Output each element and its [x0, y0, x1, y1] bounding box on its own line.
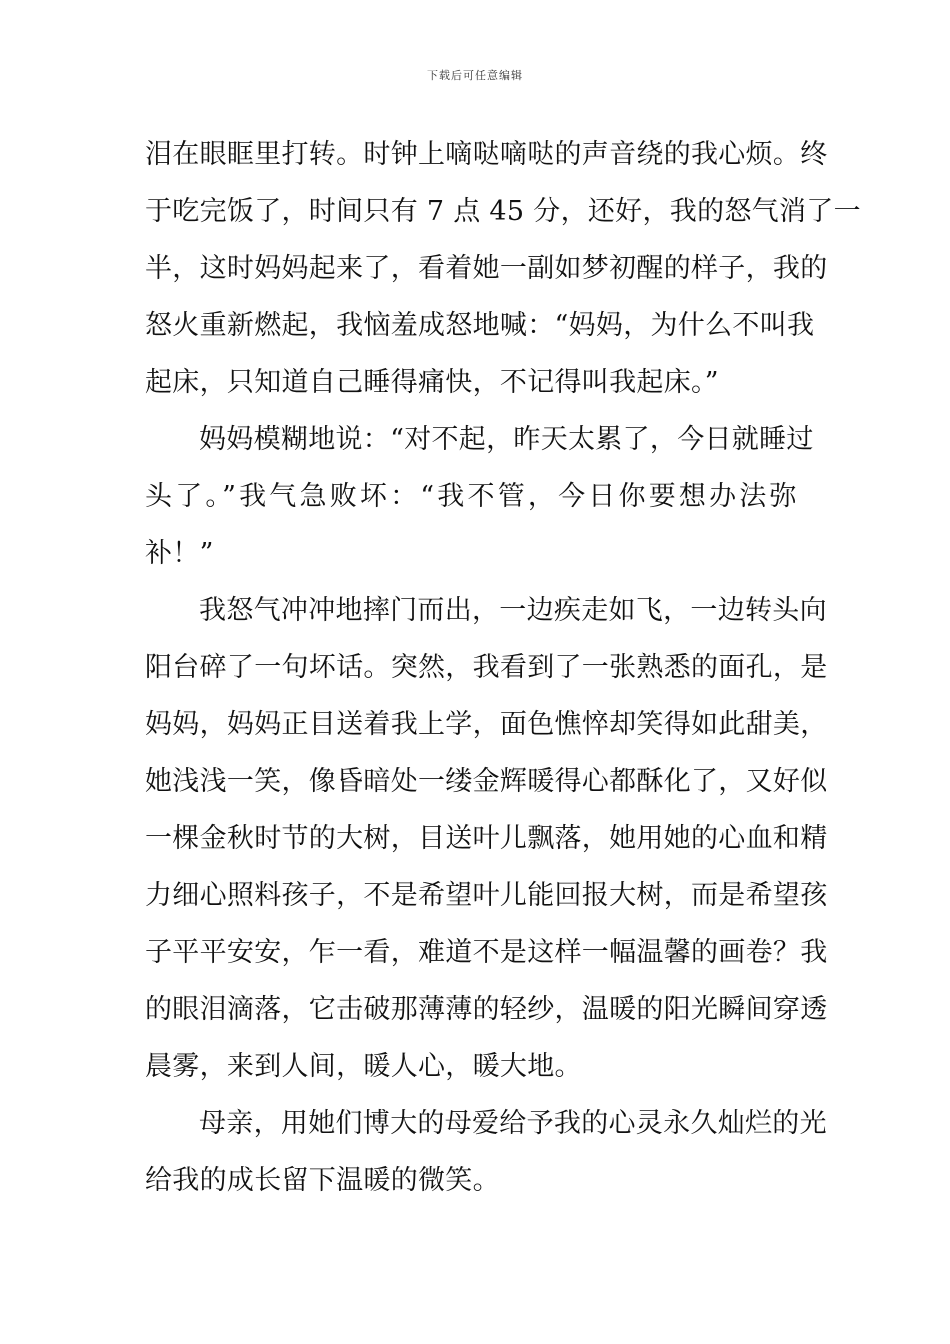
page-header-note: 下载后可任意编辑: [427, 69, 523, 82]
text-line: 起床，只知道自己睡得痛快，不记得叫我起床。”: [145, 367, 719, 398]
text-line: 头了。”我气急败坏：“我不管，今日你要想办法弥: [145, 481, 800, 512]
text-line: 力细心照料孩子，不是希望叶儿能回报大树，而是希望孩: [145, 880, 828, 911]
document-body: [145, 126, 861, 1209]
text-line: 晨雾，来到人间，暖人心，暖大地。: [145, 1051, 582, 1082]
text-line: 于吃完饭了，时间只有 7 点 45 分，还好，我的怒气消了一: [145, 196, 861, 227]
text-line: 妈妈，妈妈正目送着我上学，面色憔悴却笑得如此甜美，: [145, 709, 828, 740]
text-line: 给我的成长留下温暖的微笑。: [145, 1165, 500, 1196]
text-line: 半，这时妈妈起来了，看着她一副如梦初醒的样子，我的: [145, 253, 828, 284]
paragraph-first-line: 我怒气冲冲地摔门而出，一边疾走如飞，一边转头向: [199, 595, 827, 626]
text-line: 她浅浅一笑，像昏暗处一缕金辉暖得心都酥化了，又好似: [145, 766, 828, 797]
text-line: 子平平安安，乍一看，难道不是这样一幅温馨的画卷？我: [145, 937, 828, 968]
text-line: 泪在眼眶里打转。时钟上嘀哒嘀哒的声音绕的我心烦。终: [145, 139, 828, 170]
text-line: 怒火重新燃起，我恼羞成怒地喊：“妈妈，为什么不叫我: [145, 310, 815, 341]
paragraph-first-line: 母亲，用她们博大的母爱给予我的心灵永久灿烂的光: [199, 1108, 827, 1139]
text-line: 一棵金秋时节的大树，目送叶儿飘落，她用她的心血和精: [145, 823, 828, 854]
text-line: 补！”: [145, 538, 214, 569]
paragraph-first-line: 妈妈模糊地说：“对不起，昨天太累了，今日就睡过: [199, 424, 814, 455]
text-line: 阳台碎了一句坏话。突然，我看到了一张熟悉的面孔，是: [145, 652, 828, 683]
text-line: 的眼泪滴落，它击破那薄薄的轻纱，温暖的阳光瞬间穿透: [145, 994, 828, 1025]
